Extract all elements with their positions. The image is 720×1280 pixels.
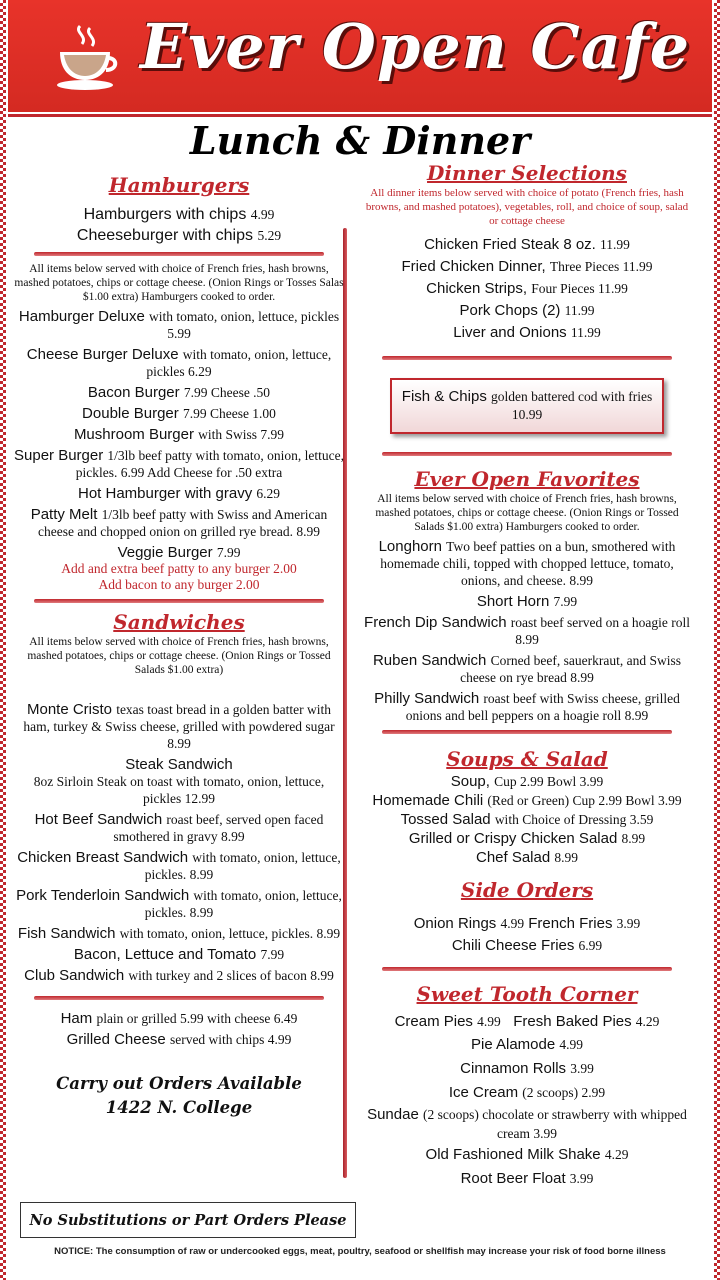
section-note: All items below served with choice of French fries, hash browns, mashed potatoes, chips or cottage cheese. (Onion Rings or Tossed Salads $1.00 extra) [27,636,331,676]
section-divider [382,356,672,360]
menu-item: Patty Melt 1/3lb beef patty with Swiss and American cheese and chopped onion on grilled rye bread. 8.99 [30,506,328,539]
menu-item: Bacon, Lettuce and Tomato 7.99 [73,946,285,963]
menu-item: Cinnamon Rolls 3.99 [460,1060,594,1077]
menu-item: Liver and Onions 11.99 [453,324,601,341]
carry-out-text: Carry out Orders Available [56,1074,302,1093]
section-divider [382,967,672,971]
menu-item: Super Burger 1/3lb beef patty with tomato, onion, lettuce, pickles. 6.99 Add Cheese for .50 extra [14,447,344,480]
banner-divider [8,114,712,117]
section-note: All dinner items below served with choice of potato (French fries, hash browns, and mashed potatoes), vegetables, roll, and choice of soup, salad or cottage cheese [365,187,689,227]
menu-item: Philly Sandwich roast beef with Swiss cheese, grilled onions and bell peppers on a hoagie roll 8.99 [374,690,680,723]
section-divider [382,452,672,456]
menu-item: Chicken Fried Steak 8 oz. 11.99 [424,236,630,253]
section-divider [34,252,324,256]
menu-item: Cream Pies 4.99 Fresh Baked Pies 4.29 [394,1013,660,1030]
page-title: Lunch & Dinner [189,118,531,163]
menu-item: Steak Sandwich 8oz Sirloin Steak on toast with tomato, onion, lettuce, pickles 12.99 [33,756,325,806]
menu-item: Chili Cheese Fries 6.99 [451,937,603,954]
right-checker-border [714,0,720,1280]
extra-note: Add bacon to any burger 2.00 [98,577,260,592]
menu-item: Mushroom Burger with Swiss 7.99 [73,426,285,443]
address-text: 1422 N. College [105,1098,253,1117]
menu-item: Cheese Burger Deluxe with tomato, onion, lettuce, pickles 6.29 [26,346,332,379]
menu-item: Onion Rings 4.99 French Fries 3.99 [413,915,641,932]
menu-item: Chicken Breast Sandwich with tomato, onion, lettuce, pickles. 8.99 [17,849,341,882]
section-heading-hamburgers: Hamburgers [108,173,250,197]
menu-item: Pie Alamode 4.99 [470,1036,584,1053]
menu-item: Double Burger 7.99 Cheese 1.00 [82,405,276,422]
left-checker-border [0,0,6,1280]
right-column [362,160,692,1191]
section-divider [34,996,324,1000]
menu-item: Monte Cristo texas toast bread in a golden batter with ham, turkey & Swiss cheese, grilled with powdered sugar 8.99 [23,701,335,751]
menu-item: Chicken Strips, Four Pieces 11.99 [426,280,628,297]
coffee-cup-icon [54,22,118,92]
menu-item: Hot Hamburger with gravy 6.29 [77,485,281,502]
menu-item: Veggie Burger 7.99 [117,544,241,561]
menu-item: Old Fashioned Milk Shake 4.29 [425,1146,629,1163]
menu-item: Ice Cream (2 scoops) 2.99 [448,1084,606,1101]
menu-item: Short Horn 7.99 [476,593,578,610]
menu-item: Hot Beef Sandwich roast beef, served open faced smothered in gravy 8.99 [34,811,324,844]
section-divider [382,730,672,734]
menu-item: Longhorn Two beef patties on a bun, smothered with homemade chili, topped with chopped lettuce, tomato, onions, and cheese. 8.99 [378,538,676,588]
menu-item: Pork Chops (2) 11.99 [459,302,595,319]
section-heading-soups: Soups & Salad [446,747,608,771]
menu-item: Hamburger Deluxe with tomato, onion, lettuce, pickles 5.99 [18,308,340,341]
menu-item: Root Beer Float 3.99 [460,1170,594,1187]
menu-item: Grilled or Crispy Chicken Salad 8.99 [408,830,646,847]
menu-item: Soup, Cup 2.99 Bowl 3.99 [450,773,604,790]
menu-item: Homemade Chili (Red or Green) Cup 2.99 Bowl 3.99 [372,792,682,809]
left-column [14,172,344,1120]
menu-item: Ruben Sandwich Corned beef, sauerkraut, and Swiss cheese on rye bread 8.99 [372,652,682,685]
section-note: All items below served with choice of French fries, hash browns, mashed potatoes, chips or cottage cheese. (Onion Rings or Tossed Salads $1.00 extra) Hamburgers cooked to order. [375,493,679,533]
menu-item: Ham plain or grilled 5.99 with cheese 6.49 [60,1010,298,1027]
section-note: All items below served with choice of French fries, hash browns, mashed potatoes, chips or cottage cheese. (Onion Rings or Tosses Salas $1.00 extra) Hamburgers cooked to order. [14,263,344,303]
section-heading-sides: Side Orders [460,878,594,902]
menu-item: Pork Tenderloin Sandwich with tomato, onion, lettuce, pickles. 8.99 [16,887,342,920]
section-divider [34,599,324,603]
menu-item: Grilled Cheese served with chips 4.99 [66,1031,292,1048]
menu-item: Chef Salad 8.99 [475,849,578,866]
menu-item: Sundae (2 scoops) chocolate or strawberry with whipped cream 3.99 [367,1106,687,1141]
food-safety-notice: NOTICE: The consumption of raw or undercooked eggs, meat, poultry, seafood or shellfish may increase your risk of food borne illness [54,1246,666,1257]
brand-name: Ever Open Cafe [139,10,691,83]
menu-item: French Dip Sandwich roast beef served on a hoagie roll 8.99 [364,614,690,647]
menu-item: Fried Chicken Dinner, Three Pieces 11.99 [401,258,653,275]
featured-item-box: Fish & Chips golden battered cod with fries 10.99 [390,378,664,434]
section-heading-favorites: Ever Open Favorites [414,467,640,491]
extra-note: Add and extra beef patty to any burger 2.00 [61,561,297,576]
menu-item: Fish Sandwich with tomato, onion, lettuce, pickles. 8.99 [17,925,341,942]
menu-item: Bacon Burger 7.99 Cheese .50 [87,384,271,401]
menu-item: Club Sandwich with turkey and 2 slices of bacon 8.99 [24,967,334,984]
menu-item: Cheeseburger with chips 5.29 [76,227,282,244]
menu-item: Tossed Salad with Choice of Dressing 3.59 [400,811,654,828]
header-banner [8,0,712,116]
section-heading-sandwiches: Sandwiches [113,610,245,634]
section-heading-sweets: Sweet Tooth Corner [416,982,638,1006]
menu-item: Hamburgers with chips 4.99 [83,206,275,223]
section-heading-dinner: Dinner Selections [427,161,627,185]
no-substitutions-box: No Substitutions or Part Orders Please [20,1202,356,1238]
